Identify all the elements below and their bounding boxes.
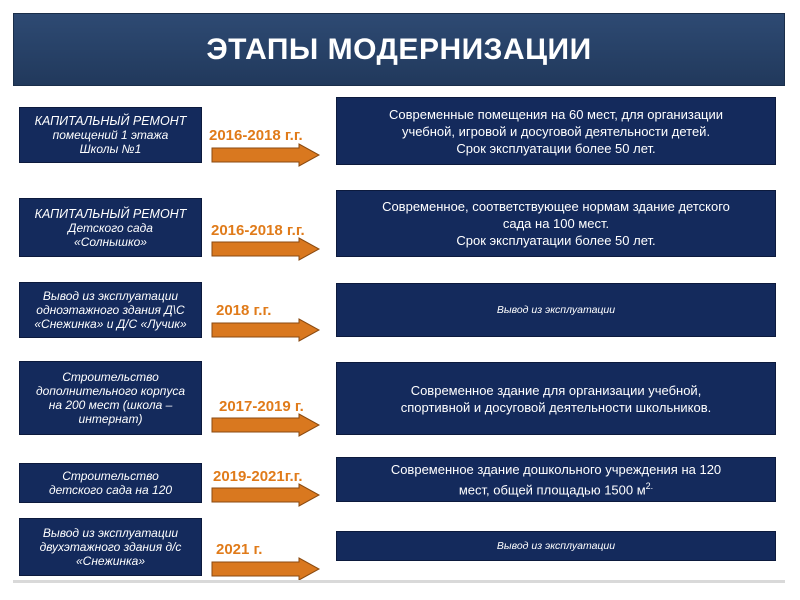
stage-1-year: 2016-2018 г.г. — [209, 127, 303, 144]
stage-3-year: 2018 г.г. — [216, 302, 272, 319]
stage-1-arrow — [211, 143, 321, 167]
stage-1-label-line-3: Школы №1 — [79, 142, 142, 156]
stage-4-label — [19, 361, 202, 435]
stage-2-label — [19, 198, 202, 257]
bottom-divider — [13, 580, 785, 583]
stage-6-label-line-1: Вывод из эксплуатации — [42, 526, 179, 540]
stage-2-label-line-3: «Солнышко» — [74, 234, 147, 249]
stage-1-result-line-3: Срок эксплуатации более 50 лет. — [456, 140, 656, 156]
stage-6-year: 2021 г. — [216, 541, 263, 558]
stage-1-result — [336, 97, 776, 165]
stage-5-year: 2019-2021г.г. — [213, 468, 303, 485]
stage-4-arrow — [211, 413, 321, 437]
stage-3-arrow — [211, 318, 321, 342]
stage-2-result-line-1: Современное, соответствующее нормам здание детского — [382, 199, 730, 214]
stage-4-label-line-4: интернат) — [78, 412, 143, 426]
stage-3-label-line-2: одноэтажного здания Д\С — [36, 303, 185, 317]
stage-3-result-line-1: Вывод из эксплуатации — [496, 303, 616, 316]
stage-2-result-line-2: сада на 100 мест. — [502, 216, 610, 231]
stage-5-label — [19, 463, 202, 503]
stage-1-label-line-2: помещений 1 этажа — [52, 128, 169, 142]
stage-5-result — [336, 457, 776, 502]
stage-2-label-line-2: Детского сада — [68, 220, 153, 235]
stage-4-label-line-3: на 200 мест (школа – — [48, 398, 173, 412]
stage-4-label-line-1: Строительство — [62, 370, 159, 384]
stage-6-result-line-1: Вывод из эксплуатации — [496, 539, 616, 552]
stage-5-result-line-2-text: мест, общей площадью 1500 м — [458, 482, 646, 498]
stage-5-result-line-1: Современное здание дошкольного учреждения на 120 — [390, 461, 722, 477]
page-title: ЭТАПЫ МОДЕРНИЗАЦИИ — [206, 32, 592, 66]
stage-3-label — [19, 282, 202, 338]
stage-5-arrow — [211, 483, 321, 507]
stage-3-label-line-3: «Снежинка» и Д/С «Лучик» — [34, 317, 187, 331]
stage-1-result-line-1: Современные помещения на 60 мест, для организации — [388, 106, 724, 122]
stage-1-label — [19, 107, 202, 163]
stage-2-label-line-1: КАПИТАЛЬНЫЙ РЕМОНТ — [34, 206, 187, 221]
stage-5-label-line-1: Строительство — [62, 469, 159, 483]
stage-4-result-line-1: Современное здание для организации учебной, — [410, 382, 702, 398]
stage-5-result-line-2 — [459, 478, 653, 498]
stage-1-result-line-2: учебной, игровой и досуговой деятельности детей. — [401, 123, 711, 139]
stage-6-result — [336, 531, 776, 561]
stage-4-result — [336, 362, 776, 435]
stage-3-result — [336, 283, 776, 337]
stage-1-label-line-1: КАПИТАЛЬНЫЙ РЕМОНТ — [34, 114, 187, 128]
stage-2-arrow — [211, 237, 321, 261]
title-banner — [13, 13, 785, 86]
stage-5-result-superscript: 2. — [645, 480, 654, 491]
stage-4-year: 2017-2019 г. — [219, 398, 304, 415]
stage-6-label-line-2: двухэтажного здания д/с — [39, 540, 182, 554]
stage-4-result-line-2: спортивной и досуговой деятельности школьников. — [400, 399, 712, 415]
stage-2-result — [336, 190, 776, 257]
stage-2-year: 2016-2018 г.г. — [211, 222, 305, 239]
stage-6-label-line-3: «Снежинка» — [75, 554, 146, 568]
stage-6-arrow — [211, 557, 321, 581]
stage-4-label-line-2: дополнительного корпуса — [35, 384, 186, 398]
stage-3-label-line-1: Вывод из эксплуатации — [42, 289, 179, 303]
stage-5-label-line-2: детского сада на 120 — [48, 483, 173, 497]
stage-6-label — [19, 518, 202, 576]
stage-2-result-line-3: Срок эксплуатации более 50 лет. — [456, 233, 656, 248]
